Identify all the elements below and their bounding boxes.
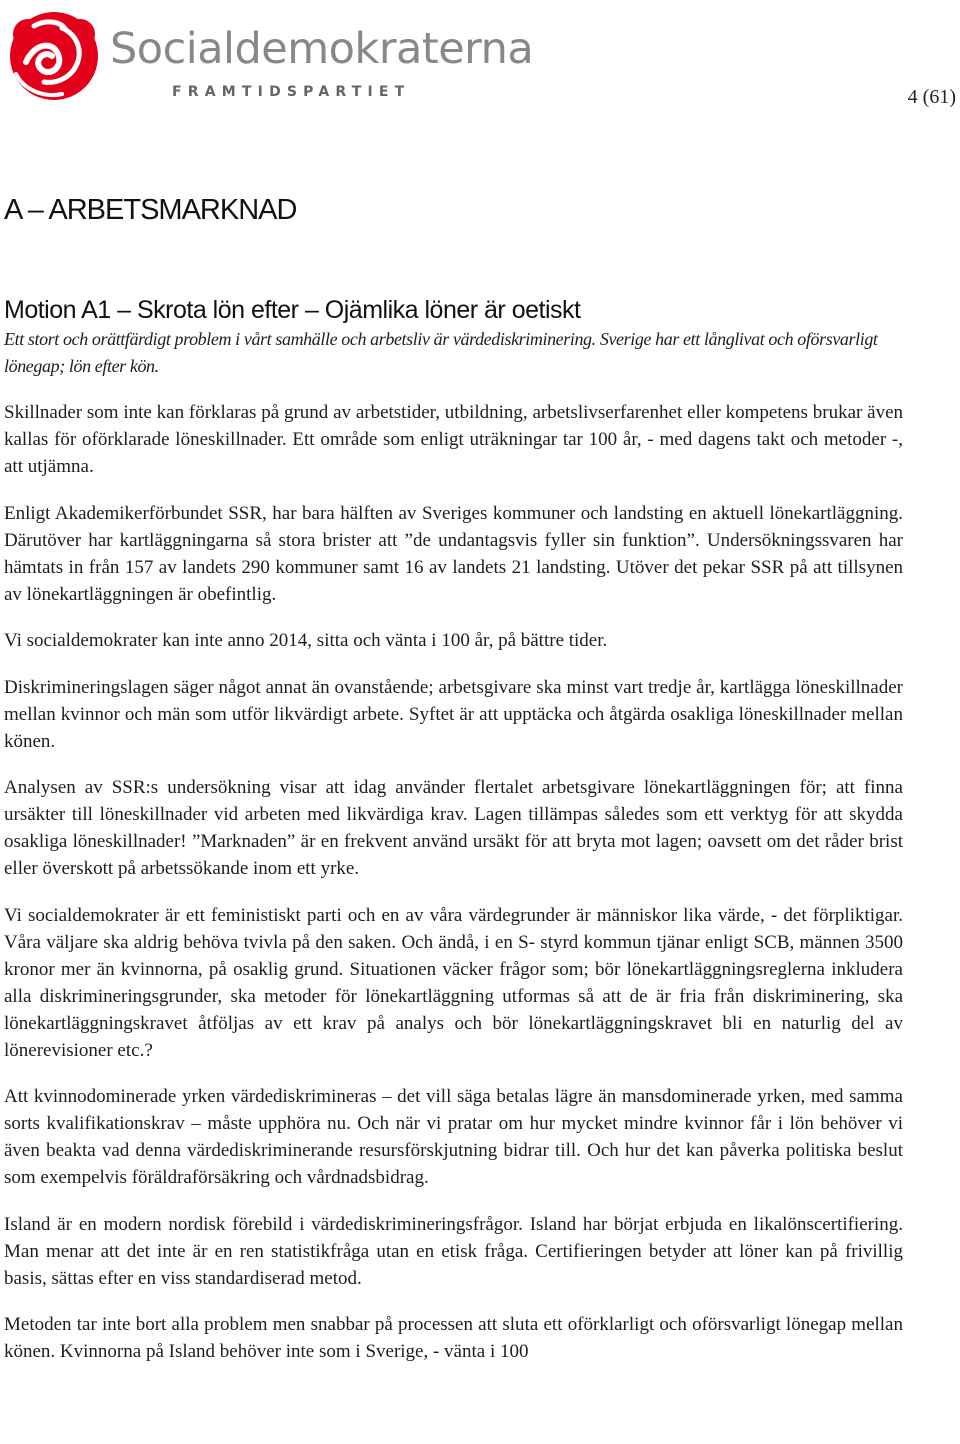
body-paragraph: Island är en modern nordisk förebild i värdediskrimineringsfrågor. Island har börjat erbjuda en likalönscertifiering. Man menar att det inte är en ren statistikfråga utan en etisk fråga. Certifieringen betyder att löner kan på frivillig basis, sättas efter en viss standardiserad metod. — [4, 1213, 903, 1289]
motion-title: Motion A1 – Skrota lön efter – Ojämlika löner är oetiskt — [4, 296, 581, 324]
brand-tagline: FRAMTIDSPARTIET — [172, 84, 411, 100]
body-paragraph: Analysen av SSR:s undersökning visar att idag använder flertalet arbetsgivare lönekartläggningen för; att finna ursäkter till löneskillnader vid arbeten med likvärdiga krav. Lagen tillämpas således som ett verktyg för att skydda osakliga löneskillnader! ”Marknaden” är en frekvent använd ursäkt för att bryta mot lagen; oavsett om det råder brist eller överskott på arbetssökande inom ett yrke. — [4, 777, 903, 879]
body-paragraph: Enligt Akademikerförbundet SSR, har bara hälften av Sveriges kommuner och landsting en aktuell lönekartläggning. Därutöver har kartläggningarna så stora brister att ”de undantagsvis fyller sin funktion”. Undersökningssvaren har hämtats in från 157 av landets 290 kommuner samt 16 av landets 21 landsting. Utöver det pekar SSR på att tillsynen av lönekartläggningen är obefintlig. — [4, 502, 903, 605]
body-paragraph: Skillnader som inte kan förklaras på grund av arbetstider, utbildning, arbetslivserfarenhet eller kompetens brukar även kallas för oförklarade löneskillnader. Ett område som enligt uträkningar tar 100 år, - med dagens takt och metoder -, att utjämna. — [4, 402, 903, 477]
motion-intro: Ett stort och orättfärdigt problem i vårt samhälle och arbetsliv är värdediskriminering. Sverige har ett långlivat och oförsvarligt lönegap; lön efter kön. — [4, 329, 878, 376]
motion-body — [4, 326, 903, 1385]
body-paragraph: Vi socialdemokrater är ett feministiskt parti och en av våra värdegrunder är människor lika värde, - det förpliktigar. Våra väljare ska aldrig behöva tvivla på den saken. Och ändå, i en S- styrd kommun tjänar enligt SCB, männen 3500 kronor mer än kvinnorna, på osaklig grund. Situationen väcker frågor som; bör lönekartläggningsreglerna inkludera alla diskrimineringsgrunder, ska metoder för lönekartläggning utformas så att de är fria från diskriminering, ska lönekartläggningskravet åtföljas av ett krav på analys och bör lönekartläggningskravet bli en naturlig del av lönerevisioner etc.? — [4, 904, 903, 1061]
body-paragraph: Att kvinnodominerade yrken värdediskrimineras – det vill säga betalas lägre än mansdominerade yrken, med samma sorts kvalifikationskrav – måste upphöra nu. Och när vi pratar om hur mycket mindre kvinnor får i lön behöver vi även beakta vad denna värdediskriminerande resursförskjutning bidrar till. Och hur det kan påverka politiska beslut som exempelvis föräldraförsäkring och vårdnadsbidrag. — [4, 1086, 903, 1188]
brand-name: Socialdemokraterna — [110, 24, 534, 74]
body-paragraph: Diskrimineringslagen säger något annat än ovanstående; arbetsgivare ska minst vart tredje år, kartlägga löneskillnader mellan kvinnor och män som utför likvärdigt arbete. Syftet är att upptäcka och åtgärda osakliga löneskillnader mellan könen. — [4, 676, 903, 752]
body-paragraph: Metoden tar inte bort alla problem men snabbar på processen att sluta ett oförklarligt och oförsvarligt lönegap mellan könen. Kvinnorna på Island behöver inte som i Sverige, - vänta i 100 — [4, 1314, 903, 1362]
document-header — [0, 0, 960, 110]
section-heading: A – ARBETSMARKNAD — [4, 194, 297, 226]
body-paragraph: Vi socialdemokrater kan inte anno 2014, sitta och vänta i 100 år, på bättre tider. — [4, 630, 608, 651]
red-rose-logo-icon — [4, 4, 104, 104]
page-number: 4 (61) — [907, 86, 956, 108]
